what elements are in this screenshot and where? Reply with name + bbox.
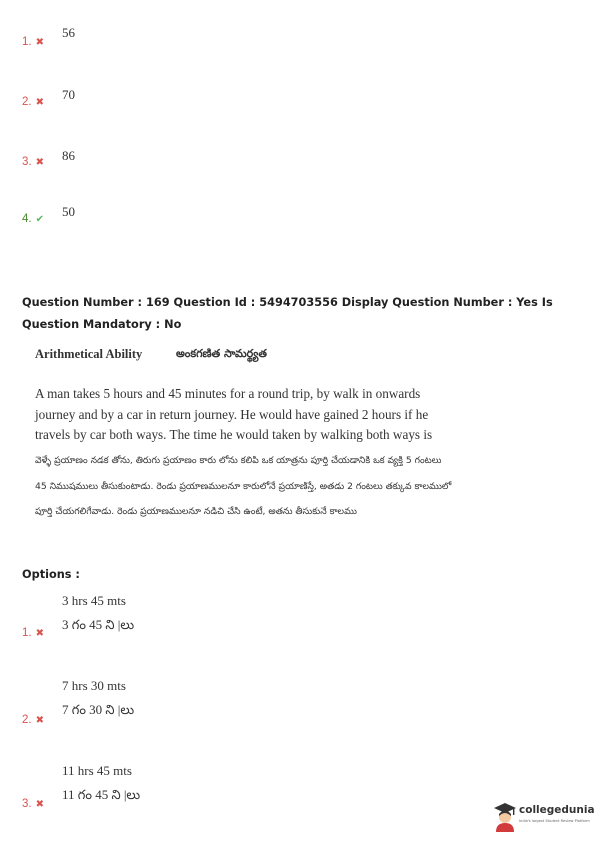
option-text-en: 11 hrs 45 mts xyxy=(62,763,132,778)
cross-icon: ✖ xyxy=(35,97,44,108)
option-number: 2. ✖ xyxy=(22,96,44,108)
option-text-en: 3 hrs 45 mts xyxy=(62,593,126,608)
cross-icon: ✖ xyxy=(35,157,44,168)
cross-icon: ✖ xyxy=(35,799,44,810)
option-text: 86 xyxy=(62,148,75,163)
graduate-icon xyxy=(493,802,517,832)
option-text: 70 xyxy=(62,87,75,102)
question-text-te: వెళ్ళే ప్రయాణం నడక తోను, తిరుగు ప్రయాణం కారు లోను కలిపి ఒక యాత్రను పూర్తి చేయడానికి ఒక వ్యక్తి 5 గంటలు 45 నిముషములు తీసుకుంటాడు. రెండు ప్రయాణములనూ కారులోనే ప్రయాణిస్తే, అతడు 2 గంటలు తక్కువ కాలములో పూర్తి చేయగలిగేవాడు. రెండు ప్రయాణములనూ నడిచి చేసి ఉంటే, అతను తీసుకునే కాలము xyxy=(35,455,452,517)
option-number: 4. ✔ xyxy=(22,213,44,225)
option-text: 50 xyxy=(62,204,75,219)
question-text-en: A man takes 5 hours and 45 minutes for a round trip, by walk in onwards journey and by a car in return journey. He would have gained 2 hours if he travels by car both ways. The time he would taken by walking both ways is xyxy=(35,386,433,442)
option-number: 2. ✖ xyxy=(22,714,44,726)
logo-name: collegedunia xyxy=(519,804,595,816)
section-title-en: Arithmetical Ability xyxy=(35,347,143,361)
option-text-te: 7 గం 30 ని |లు xyxy=(62,702,135,717)
cross-icon: ✖ xyxy=(35,628,44,639)
question-header: Question Number : 169 Question Id : 5494703556 Display Question Number : Yes Is Question Mandatory : No xyxy=(22,296,553,331)
cross-icon: ✖ xyxy=(35,37,44,48)
collegedunia-logo xyxy=(493,800,593,834)
option-number: 1. ✖ xyxy=(22,627,44,639)
section-title-te: అంకగణిత సామర్థ్యత xyxy=(176,347,267,360)
option-text-te: 11 గం 45 ని |లు xyxy=(62,787,141,802)
option-text: 56 xyxy=(62,25,75,40)
option-number: 3. ✖ xyxy=(22,798,44,810)
option-number: 1. ✖ xyxy=(22,36,44,48)
logo-tagline: India's largest Student Review Platform xyxy=(519,819,590,823)
option-text-en: 7 hrs 30 mts xyxy=(62,678,126,693)
option-number: 3. ✖ xyxy=(22,156,44,168)
check-icon: ✔ xyxy=(35,214,44,225)
cross-icon: ✖ xyxy=(35,715,44,726)
options-label: Options : xyxy=(22,568,80,581)
option-text-te: 3 గం 45 ని |లు xyxy=(62,617,135,632)
